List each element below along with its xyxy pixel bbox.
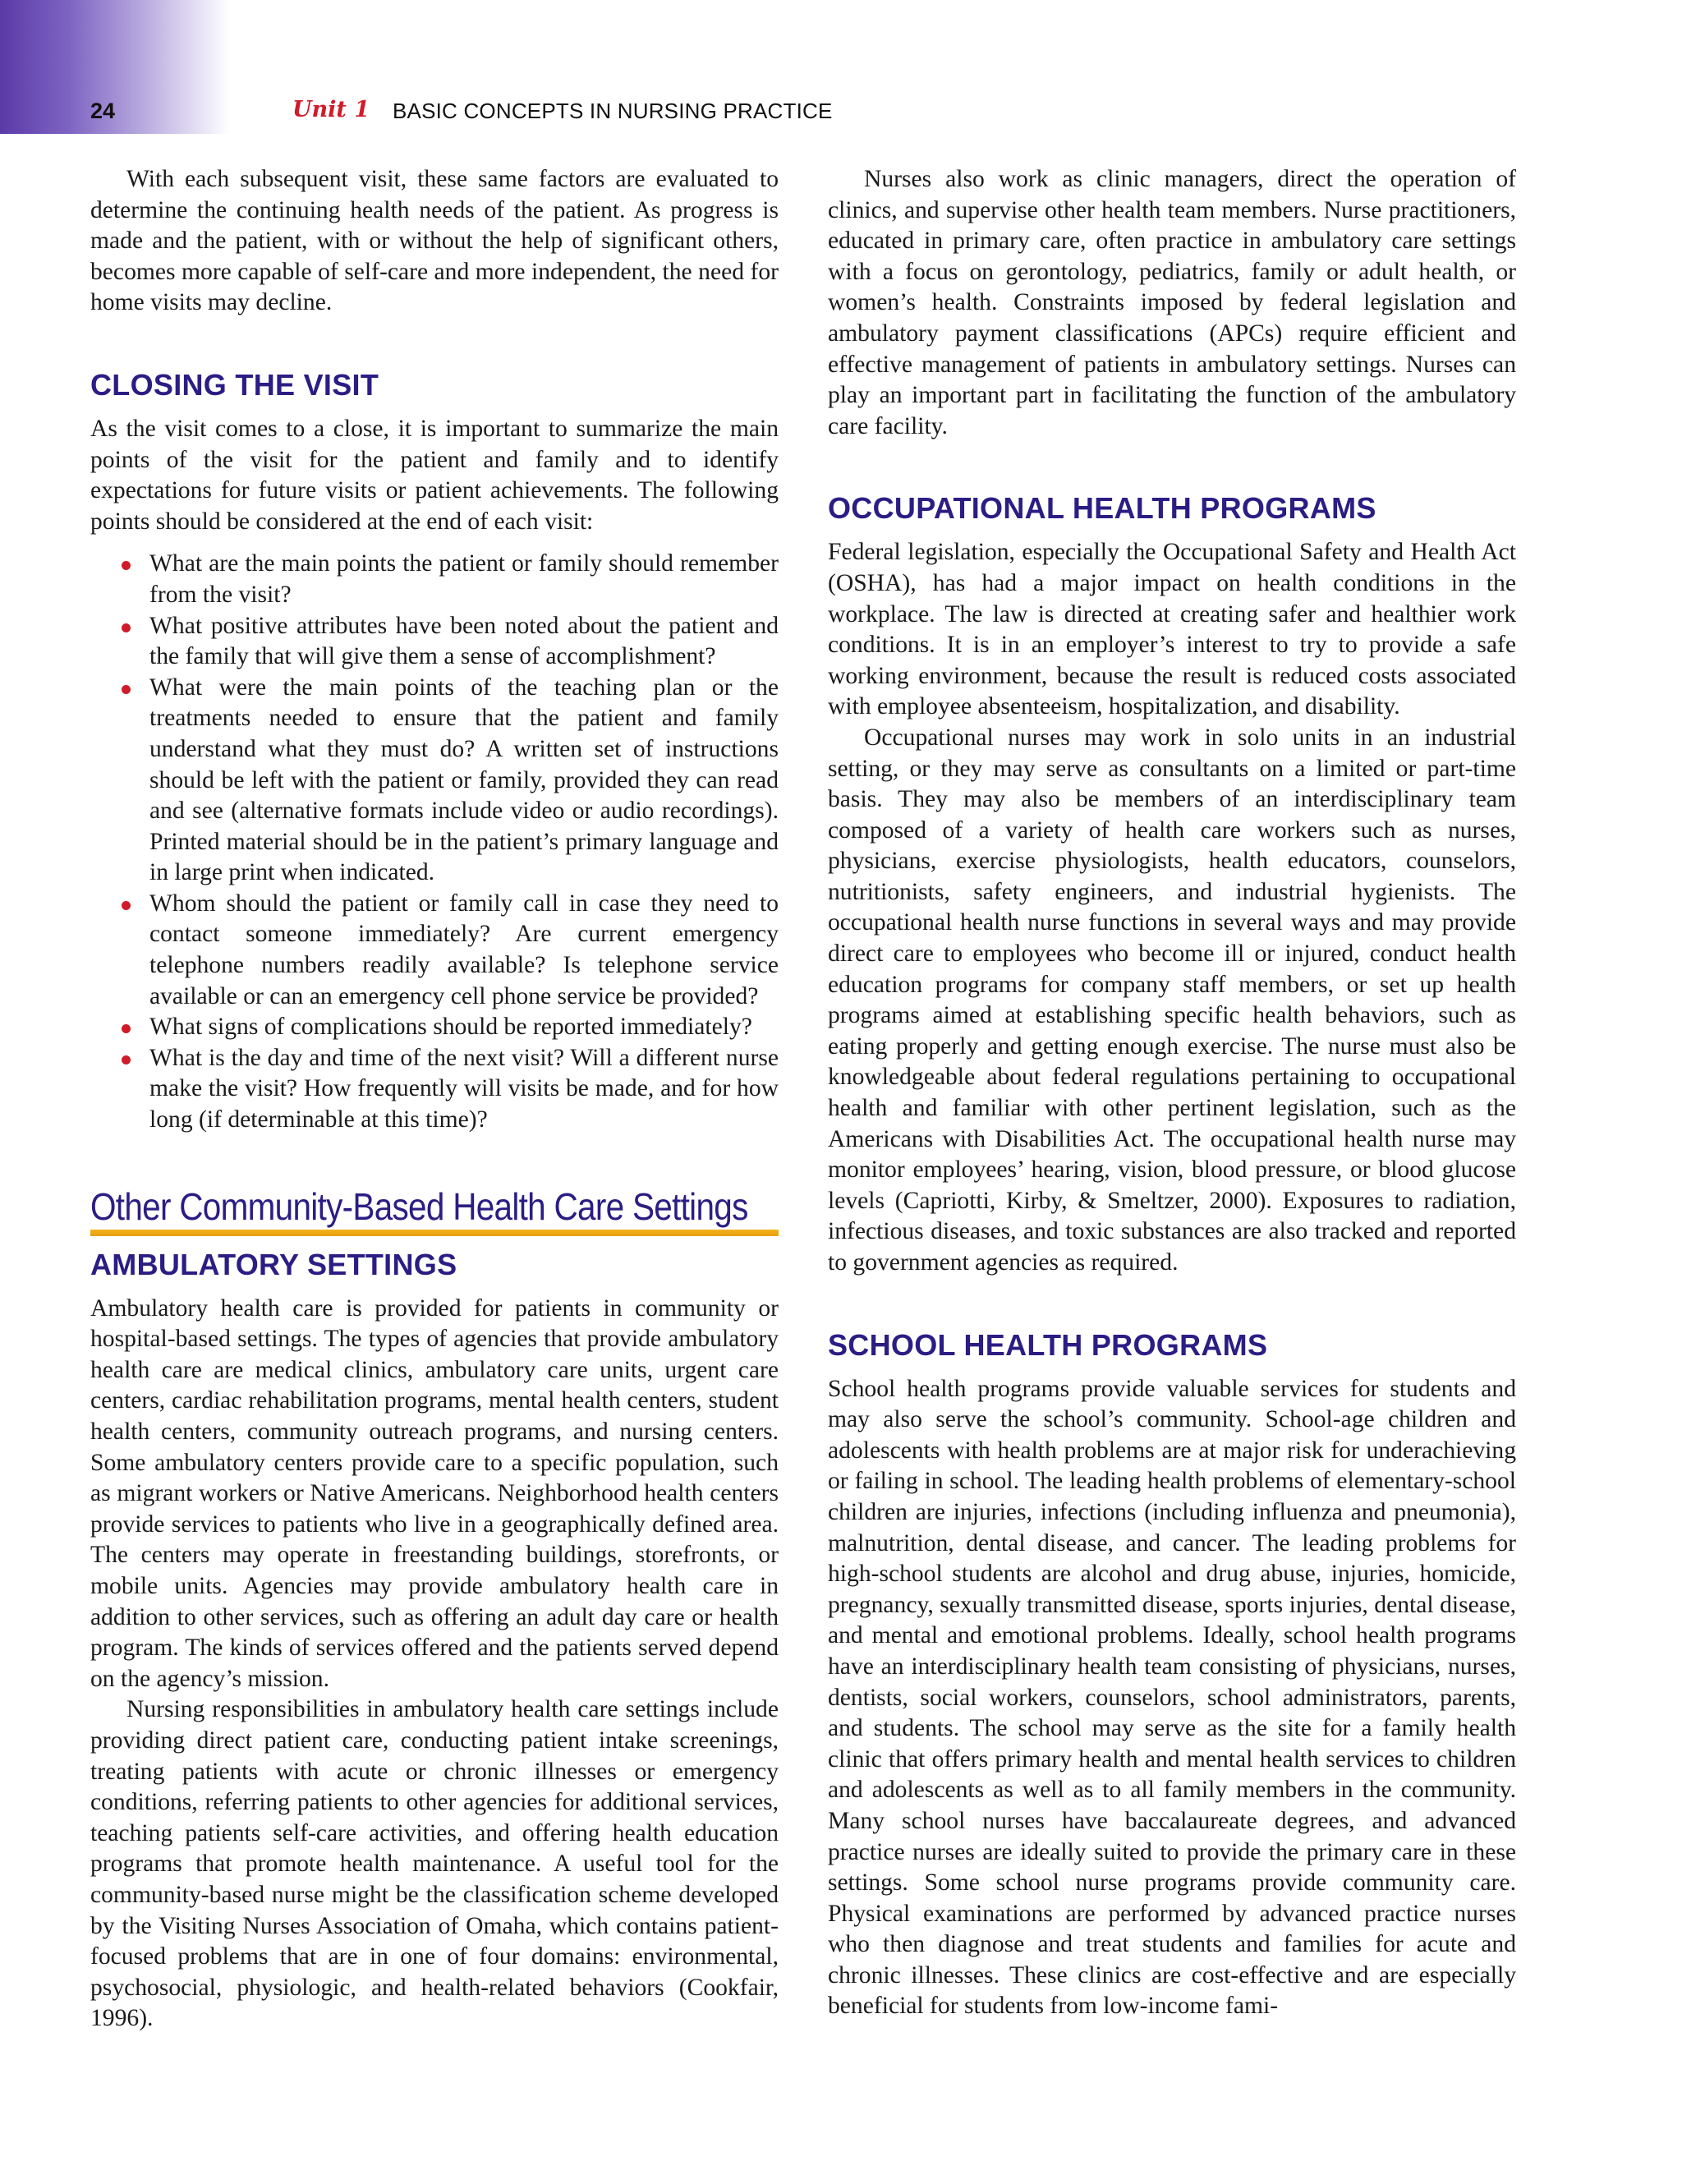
major-section-heading: Other Community-Based Health Care Settings bbox=[90, 1184, 748, 1228]
list-item: What are the main points the patient or family should remember from the visit? bbox=[149, 549, 779, 610]
heading-underline-rule bbox=[90, 1230, 779, 1236]
bullet-icon bbox=[122, 1055, 131, 1064]
bullet-icon bbox=[122, 901, 131, 910]
clinic-managers-paragraph: Nurses also work as clinic managers, direct the operation of clinics, and supervise other health team members. Nurse practitioners, educated in primary care, often practice in ambulatory care settings with a focus on gerontology, pediatrics, family or adult health, or women’s health. Constraints imposed by federal legislation and ambulatory payment classifications (APCs) require efficient and effective management of patients in ambulatory settings. Nurses can play an important part in facilitating the function of the ambulatory care facility. bbox=[828, 166, 1516, 439]
ambulatory-paragraph-1: Ambulatory health care is provided for patients in community or hospital-based settings. The types of agencies that provide ambulatory health care are medical clinics, ambulatory care units, urgent care centers, cardiac rehabilitation programs, mental health centers, student health centers, community outreach programs, and nursing centers. Some ambulatory centers provide care to a specific population, such as migrant workers or Native Americans. Neighborhood health centers provide services to patients who live in a geographically defined area. The centers may operate in freestanding buildings, storefronts, or mobile units. Agencies may provide ambulatory health care in addition to other services, such as offering an adult day care or health program. The kinds of services offered and the patients served depend on the agency’s mission. bbox=[90, 1294, 779, 1692]
list-item: What signs of complications should be reported immediately? bbox=[149, 1012, 779, 1043]
list-item: Whom should the patient or family call in case they need to contact someone immediately? Are current emergency telephone numbers readily available? Is telephone service available or can an emergency cell phone service be provided? bbox=[149, 889, 779, 1012]
closing-visit-checklist bbox=[90, 549, 779, 1135]
occupational-health-heading: OCCUPATIONAL HEALTH PROGRAMS bbox=[828, 491, 1376, 526]
bullet-icon bbox=[122, 1024, 131, 1033]
list-item: What is the day and time of the next visit? Will a different nurse make the visit? How frequently will visits be made, and for how long (if determinable at this time)? bbox=[149, 1043, 779, 1136]
school-health-paragraph: School health programs provide valuable services for students and may also serve the school’s community. School-age children and adolescents with health problems are at major risk for underachieving or failing in school. The leading health problems of elementary-school children are injuries, infections (including influenza and pneumonia), malnutrition, dental disease, and cancer. The leading problems for high-school students are alcohol and drug abuse, injuries, homicide, pregnancy, sexually transmitted disease, sports injuries, dental disease, and mental and emotional problems. Ideally, school health programs have an interdisciplinary health team consisting of physicians, nurses, dentists, social workers, counselors, school administrators, parents, and students. The school may serve as the site for a family health clinic that offers primary health and mental health services to children and adolescents as well as to all family members in the community. Many school nurses have baccalaureate degrees, and advanced practice nurses are ideally suited to provide the primary care in these settings. Some school nurse programs provide community care. Physical examinations are performed by advanced practice nurses who then diagnose and treat students and families for acute and chronic illnesses. These clinics are cost-effective and are especially beneficial for students from low-income fami- bbox=[828, 1375, 1516, 2020]
unit-label: Unit 1 bbox=[292, 97, 370, 122]
school-health-heading: SCHOOL HEALTH PROGRAMS bbox=[828, 1327, 1268, 1362]
occupational-paragraph-2: Occupational nurses may work in solo units in an industrial setting, or they may serve as consultants on a limited or part-time basis. They may also be members of an interdisciplinary team composed of a variety of health care workers such as nurses, physicians, exercise physiologists, health educators, counselors, nutritionists, safety engineers, and industrial hygienists. The occupational health nurse functions in several ways and may provide direct care to employees who become ill or injured, conduct health education programs for company staff members, or set up health programs aimed at establishing specific health behaviors, such as eating properly and getting enough exercise. The nurse must also be knowledgeable about federal regulations pertaining to occupational health and familiar with other pertinent legislation, such as the Americans with Disabilities Act. The occupational health nurse may monitor employees’ hearing, vision, blood pressure, or blood glucose levels (Capriotti, Kirby, & Smeltzer, 2000). Exposures to radiation, infectious diseases, and toxic substances are also tracked and reported to government agencies as required. bbox=[828, 724, 1516, 1276]
left-column bbox=[90, 164, 779, 2035]
intro-paragraph: With each subsequent visit, these same factors are evaluated to determine the continuing health needs of the patient. As progress is made and the patient, with or without the help of significant others, becomes more capable of self-care and more independent, the need for home visits may decline. bbox=[90, 166, 779, 316]
bullet-icon bbox=[122, 561, 131, 570]
list-item: What were the main points of the teaching plan or the treatments needed to ensure that the patient and family understand what they must do? A written set of instructions should be left with the patient or family, provided they can read and see (alternative formats include video or audio recordings). Printed material should be in the patient’s primary language and in large print when indicated. bbox=[149, 673, 779, 889]
ambulatory-paragraph-2: Nursing responsibilities in ambulatory health care settings include providing direct patient care, conducting patient intake screenings, treating patients with acute or chronic illnesses or emergency conditions, referring patients to other agencies for additional services, teaching patients self-care activities, and offering health education programs that promote health maintenance. A useful tool for the community-based nurse might be the classification scheme developed by the Visiting Nurses Association of Omaha, which contains patient-focused problems that are in one of four domains: environmental, psychosocial, physiologic, and health-related behaviors (Cookfair, 1996). bbox=[90, 1696, 779, 2032]
right-column bbox=[828, 164, 1516, 2022]
closing-visit-heading: CLOSING THE VISIT bbox=[90, 367, 379, 402]
bullet-icon bbox=[122, 685, 131, 694]
ambulatory-settings-heading: AMBULATORY SETTINGS bbox=[90, 1247, 457, 1281]
running-title: BASIC CONCEPTS IN NURSING PRACTICE bbox=[393, 99, 833, 123]
closing-visit-paragraph: As the visit comes to a close, it is important to summarize the main points of the visit for the patient and family and to identify expectations for future visits or patient achievements. The following points should be considered at the end of each visit: bbox=[90, 415, 779, 535]
occupational-paragraph-1: Federal legislation, especially the Occupational Safety and Health Act (OSHA), has had a major impact on health conditions in the workplace. The law is directed at creating safer and healthier work conditions. It is in an employer’s interest to try to provide a safe working environment, because the result is reduced costs associated with employee absenteeism, hospitalization, and disability. bbox=[828, 539, 1516, 720]
page-number: 24 bbox=[90, 99, 116, 123]
list-item: What positive attributes have been noted about the patient and the family that will give them a sense of accomplishment? bbox=[149, 611, 779, 673]
bullet-icon bbox=[122, 623, 131, 632]
